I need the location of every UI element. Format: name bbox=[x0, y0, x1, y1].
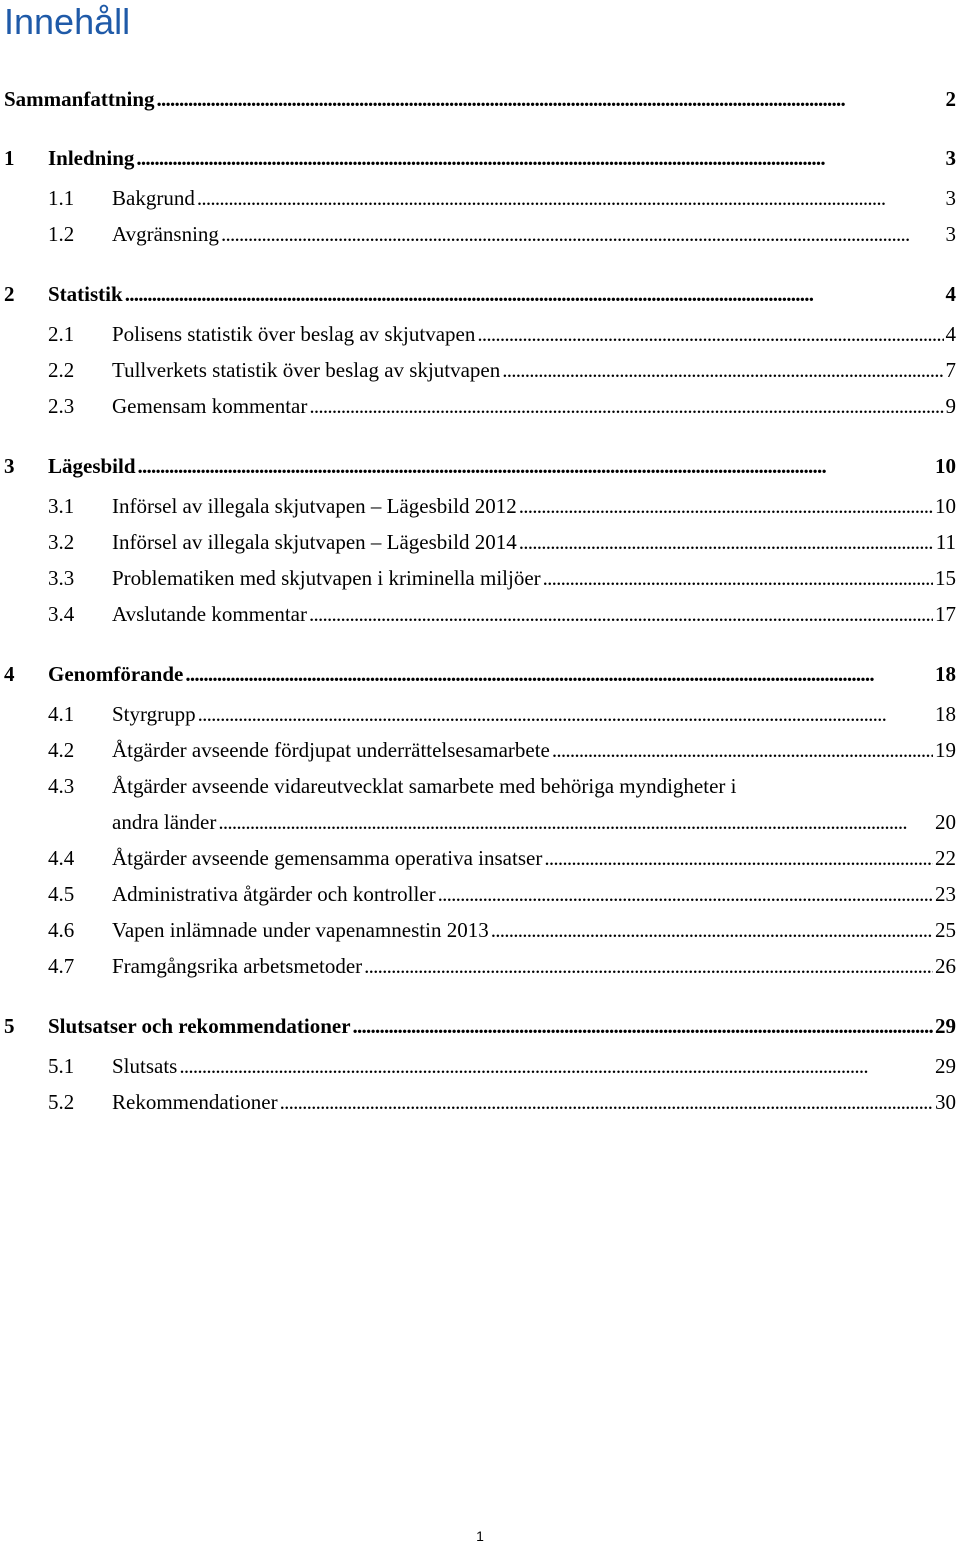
toc-entry-page: 15 bbox=[935, 566, 956, 590]
toc-entry-5[interactable] bbox=[4, 1013, 956, 1039]
toc-entry-3-3[interactable] bbox=[48, 565, 956, 591]
toc-entry-page: 26 bbox=[935, 954, 956, 978]
dot-leader bbox=[491, 917, 933, 943]
toc-entry-page: 3 bbox=[945, 186, 956, 210]
toc-entry-1-2[interactable] bbox=[48, 221, 956, 247]
toc-entry-label: Lägesbild bbox=[48, 454, 136, 478]
toc-entry-summary[interactable] bbox=[4, 86, 956, 112]
dot-leader bbox=[179, 1053, 933, 1079]
toc-entry-page: 3 bbox=[945, 146, 956, 170]
toc-entry-number: 3.2 bbox=[48, 530, 75, 554]
dot-leader bbox=[280, 1089, 933, 1115]
toc-entry-number: 5.1 bbox=[48, 1054, 75, 1078]
toc-entry-page: 23 bbox=[935, 882, 956, 906]
toc-entry-label: Avslutande kommentar bbox=[112, 602, 307, 626]
toc-entry-1-1[interactable] bbox=[48, 185, 956, 211]
toc-entry-label: Åtgärder avseende gemensamma operativa insatser bbox=[112, 846, 543, 870]
dot-leader bbox=[552, 737, 933, 763]
dot-leader bbox=[197, 185, 944, 211]
toc-entry-label: Administrativa åtgärder och kontroller bbox=[112, 882, 436, 906]
toc-entry-2[interactable] bbox=[4, 281, 956, 307]
toc-entry-label: Rekommendationer bbox=[112, 1090, 278, 1114]
toc-entry-number: 2.3 bbox=[48, 394, 75, 418]
toc-entry-label: Gemensam kommentar bbox=[112, 394, 308, 418]
toc-entry-page: 10 bbox=[935, 454, 956, 478]
dot-leader bbox=[125, 281, 944, 307]
toc-entry-label: Införsel av illegala skjutvapen – Lägesbild 2012 bbox=[112, 494, 517, 518]
toc-entry-label: Införsel av illegala skjutvapen – Lägesbild 2014 bbox=[112, 530, 517, 554]
toc-entry-page: 29 bbox=[935, 1014, 956, 1038]
toc-entry-5-2[interactable] bbox=[48, 1089, 956, 1115]
dot-leader bbox=[221, 221, 944, 247]
toc-entry-4-3-line1[interactable] bbox=[48, 773, 736, 799]
toc-entry-number: 3.4 bbox=[48, 602, 75, 626]
toc-entry-number: 2.1 bbox=[48, 322, 75, 346]
toc-entry-number: 4.7 bbox=[48, 954, 75, 978]
dot-leader bbox=[136, 145, 943, 171]
toc-entry-4[interactable] bbox=[4, 661, 956, 687]
toc-entry-page: 10 bbox=[935, 494, 956, 518]
toc-entry-label: Statistik bbox=[48, 282, 123, 306]
toc-entry-2-3[interactable] bbox=[48, 393, 956, 419]
toc-entry-page: 18 bbox=[935, 702, 956, 726]
toc-entry-4-6[interactable] bbox=[48, 917, 956, 943]
dot-leader bbox=[157, 86, 944, 112]
toc-entry-number: 1 bbox=[4, 146, 15, 170]
toc-entry-3[interactable] bbox=[4, 453, 956, 479]
toc-entry-number: 4.2 bbox=[48, 738, 75, 762]
toc-entry-number: 3.3 bbox=[48, 566, 75, 590]
toc-entry-3-1[interactable] bbox=[48, 493, 956, 519]
toc-entry-4-5[interactable] bbox=[48, 881, 956, 907]
toc-entry-number: 5.2 bbox=[48, 1090, 75, 1114]
toc-entry-label: Vapen inlämnade under vapenamnestin 2013 bbox=[112, 918, 489, 942]
page-number-footer: 1 bbox=[476, 1528, 484, 1544]
toc-entry-label: Polisens statistik över beslag av skjutvapen bbox=[112, 322, 476, 346]
toc-heading: Innehåll bbox=[4, 1, 131, 42]
toc-entry-4-2[interactable] bbox=[48, 737, 956, 763]
toc-entry-5-1[interactable] bbox=[48, 1053, 956, 1079]
toc-entry-page: 9 bbox=[945, 394, 956, 418]
toc-entry-page: 22 bbox=[935, 846, 956, 870]
toc-entry-label: andra länder bbox=[112, 810, 217, 834]
toc-entry-label: Åtgärder avseende vidareutvecklat samarbete med behöriga myndigheter i bbox=[112, 774, 737, 798]
toc-entry-2-2[interactable] bbox=[48, 357, 956, 383]
dot-leader bbox=[544, 845, 933, 871]
dot-leader bbox=[438, 881, 933, 907]
toc-entry-label: Tullverkets statistik över beslag av skjutvapen bbox=[112, 358, 501, 382]
toc-entry-label: Slutsats bbox=[112, 1054, 178, 1078]
toc-entry-number: 5 bbox=[4, 1014, 15, 1038]
dot-leader bbox=[309, 601, 933, 627]
toc-entry-label: Sammanfattning bbox=[4, 87, 155, 111]
dot-leader bbox=[218, 809, 933, 835]
dot-leader bbox=[138, 453, 933, 479]
toc-entry-page: 25 bbox=[935, 918, 956, 942]
toc-entry-4-1[interactable] bbox=[48, 701, 956, 727]
toc-entry-page: 7 bbox=[945, 358, 956, 382]
dot-leader bbox=[477, 321, 943, 347]
toc-entry-page: 11 bbox=[935, 530, 956, 554]
toc-entry-page: 29 bbox=[935, 1054, 956, 1078]
toc-entry-3-4[interactable] bbox=[48, 601, 956, 627]
toc-entry-page: 30 bbox=[935, 1090, 956, 1114]
toc-entry-label: Genomförande bbox=[48, 662, 184, 686]
toc-entry-label: Slutsatser och rekommendationer bbox=[48, 1014, 351, 1038]
toc-entry-number: 4.6 bbox=[48, 918, 75, 942]
toc-entry-label: Inledning bbox=[48, 146, 135, 170]
toc-entry-number: 4.1 bbox=[48, 702, 75, 726]
toc-entry-number: 4 bbox=[4, 662, 15, 686]
dot-leader bbox=[198, 701, 933, 727]
dot-leader bbox=[543, 565, 933, 591]
dot-leader bbox=[502, 357, 943, 383]
toc-entry-label: Bakgrund bbox=[112, 186, 195, 210]
toc-entry-4-3[interactable] bbox=[112, 809, 956, 835]
toc-entry-label: Åtgärder avseende fördjupat underrättelsesamarbete bbox=[112, 738, 550, 762]
toc-entry-page: 4 bbox=[945, 282, 956, 306]
toc-entry-label: Framgångsrika arbetsmetoder bbox=[112, 954, 363, 978]
toc-entry-number: 4.4 bbox=[48, 846, 75, 870]
toc-entry-1[interactable] bbox=[4, 145, 956, 171]
toc-entry-number: 1.1 bbox=[48, 186, 75, 210]
toc-entry-label: Avgränsning bbox=[112, 222, 219, 246]
toc-entry-page: 20 bbox=[935, 810, 956, 834]
toc-entry-number: 2.2 bbox=[48, 358, 75, 382]
dot-leader bbox=[519, 493, 933, 519]
dot-leader bbox=[309, 393, 943, 419]
dot-leader bbox=[185, 661, 933, 687]
toc-entry-page: 4 bbox=[945, 322, 956, 346]
toc-entry-page: 2 bbox=[945, 87, 956, 111]
toc-entry-label: Problematiken med skjutvapen i kriminella miljöer bbox=[112, 566, 541, 590]
toc-entry-number: 1.2 bbox=[48, 222, 75, 246]
toc-entry-page: 19 bbox=[935, 738, 956, 762]
toc-entry-number: 4.5 bbox=[48, 882, 75, 906]
toc-entry-number: 4.3 bbox=[48, 774, 75, 798]
toc-entry-page: 18 bbox=[935, 662, 956, 686]
dot-leader bbox=[364, 953, 933, 979]
toc-entry-4-4[interactable] bbox=[48, 845, 956, 871]
toc-entry-2-1[interactable] bbox=[48, 321, 956, 347]
toc-entry-page: 3 bbox=[945, 222, 956, 246]
toc-entry-page: 17 bbox=[935, 602, 956, 626]
toc-entry-4-7[interactable] bbox=[48, 953, 956, 979]
toc-entry-number: 2 bbox=[4, 282, 15, 306]
toc-entry-3-2[interactable] bbox=[48, 529, 956, 555]
toc-entry-number: 3.1 bbox=[48, 494, 75, 518]
dot-leader bbox=[353, 1013, 933, 1039]
toc-entry-number: 3 bbox=[4, 454, 15, 478]
toc-entry-label: Styrgrupp bbox=[112, 702, 196, 726]
dot-leader bbox=[519, 529, 934, 555]
